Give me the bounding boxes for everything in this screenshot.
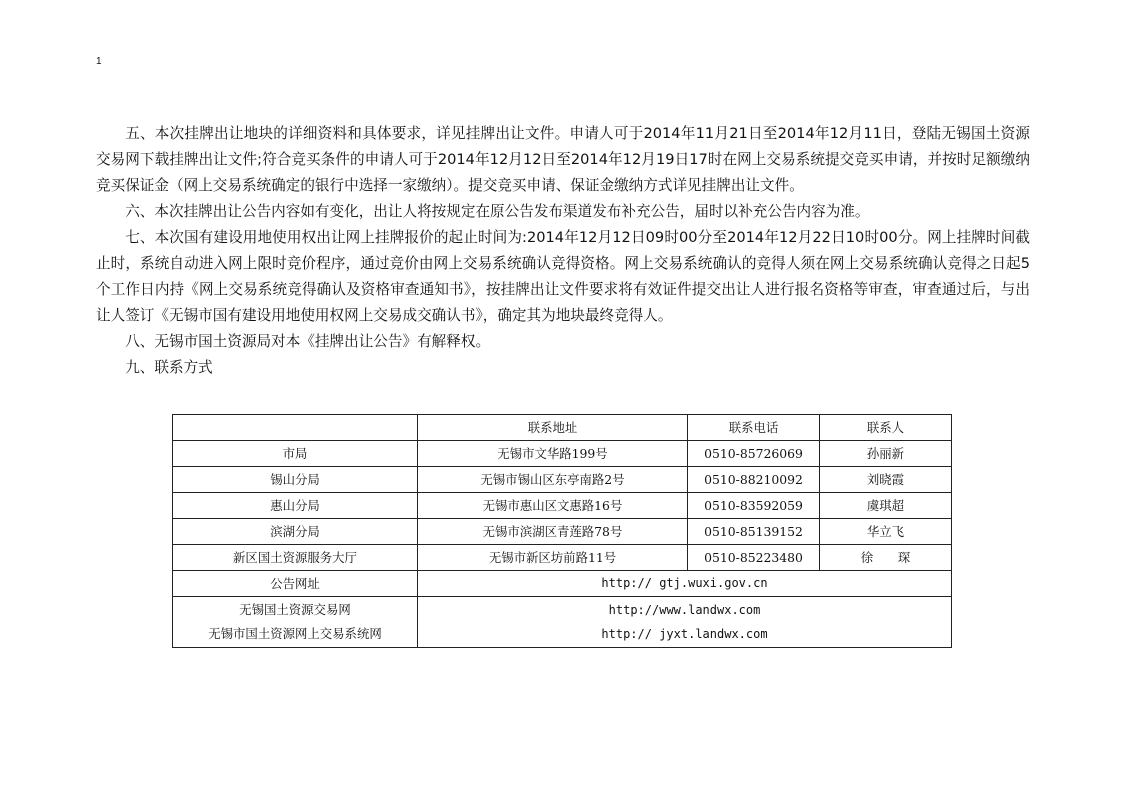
table-row	[173, 519, 952, 545]
header-cell-address: 联系地址	[418, 415, 688, 441]
trading-sites-label-cell	[173, 597, 418, 648]
address-cell: 无锡市新区坊前路11号	[418, 545, 688, 571]
header-cell-phone: 联系电话	[688, 415, 820, 441]
phone-cell: 0510-88210092	[688, 467, 820, 493]
trading-sites-row	[173, 597, 952, 648]
address-cell: 无锡市滨湖区青莲路78号	[418, 519, 688, 545]
contact-cell: 虞琪超	[820, 493, 952, 519]
trading-sites-url-cell	[418, 597, 952, 648]
paragraph-7: 七、本次国有建设用地使用权出让网上挂牌报价的起止时间为:2014年12月12日09时00分至2014年12月22日10时00分。网上挂牌时间截止时，系统自动进入网上限时竞价程序，通过竞价由网上交易系统确认竞得资格。网上交易系统确认的竞得人须在网上交易系统确认竞得之日起5个工作日内持《网上交易系统竞得确认及资格审查通知书》，按挂牌出让文件要求将有效证件提交出让人进行报名资格等审查，审查通过后，与出让人签订《无锡市国有建设用地使用权网上交易成交确认书》，确定其为地块最终竞得人。	[96, 229, 1030, 324]
contact-cell: 徐 琛	[820, 545, 952, 571]
website-label-cell: 公告网址	[173, 571, 418, 597]
page-number: 1	[96, 56, 102, 67]
office-cell: 滨湖分局	[173, 519, 418, 545]
trading-system-label: 无锡市国土资源网上交易系统网	[208, 626, 382, 641]
header-cell-contact: 联系人	[820, 415, 952, 441]
office-cell: 锡山分局	[173, 467, 418, 493]
header-cell-empty	[173, 415, 418, 441]
contact-table	[172, 414, 952, 648]
office-cell: 市局	[173, 441, 418, 467]
website-url-link[interactable]: http:// gtj.wuxi.gov.cn	[418, 571, 952, 597]
contact-cell: 刘晓霞	[820, 467, 952, 493]
website-row	[173, 571, 952, 597]
office-cell: 惠山分局	[173, 493, 418, 519]
table-header-row	[173, 415, 952, 441]
table-row	[173, 493, 952, 519]
trading-system-url-link[interactable]: http:// jyxt.landwx.com	[601, 627, 768, 641]
contact-cell: 孙丽新	[820, 441, 952, 467]
table-row	[173, 467, 952, 493]
trading-site-label: 无锡国土资源交易网	[239, 602, 351, 617]
document-body	[96, 121, 1030, 381]
paragraph-9-heading: 九、联系方式	[125, 359, 213, 376]
table-row	[173, 441, 952, 467]
trading-site-url-link[interactable]: http://www.landwx.com	[608, 603, 761, 617]
phone-cell: 0510-85139152	[688, 519, 820, 545]
paragraph-5: 五、本次挂牌出让地块的详细资料和具体要求，详见挂牌出让文件。申请人可于2014年11月21日至2014年12月11日，登陆无锡国土资源交易网下载挂牌出让文件;符合竞买条件的申请人可于2014年12月12日至2014年12月19日17时在网上交易系统提交竞买申请，并按时足额缴纳竞买保证金（网上交易系统确定的银行中选择一家缴纳）。提交竞买申请、保证金缴纳方式详见挂牌出让文件。	[96, 125, 1030, 194]
paragraph-8: 八、无锡市国土资源局对本《挂牌出让公告》有解释权。	[125, 333, 491, 350]
contact-cell: 华立飞	[820, 519, 952, 545]
phone-cell: 0510-85726069	[688, 441, 820, 467]
paragraph-6: 六、本次挂牌出让公告内容如有变化，出让人将按规定在原公告发布渠道发布补充公告，届时以补充公告内容为准。	[125, 203, 870, 220]
address-cell: 无锡市锡山区东亭南路2号	[418, 467, 688, 493]
table-row	[173, 545, 952, 571]
address-cell: 无锡市文华路199号	[418, 441, 688, 467]
phone-cell: 0510-85223480	[688, 545, 820, 571]
address-cell: 无锡市惠山区文惠路16号	[418, 493, 688, 519]
office-cell: 新区国土资源服务大厅	[173, 545, 418, 571]
phone-cell: 0510-83592059	[688, 493, 820, 519]
